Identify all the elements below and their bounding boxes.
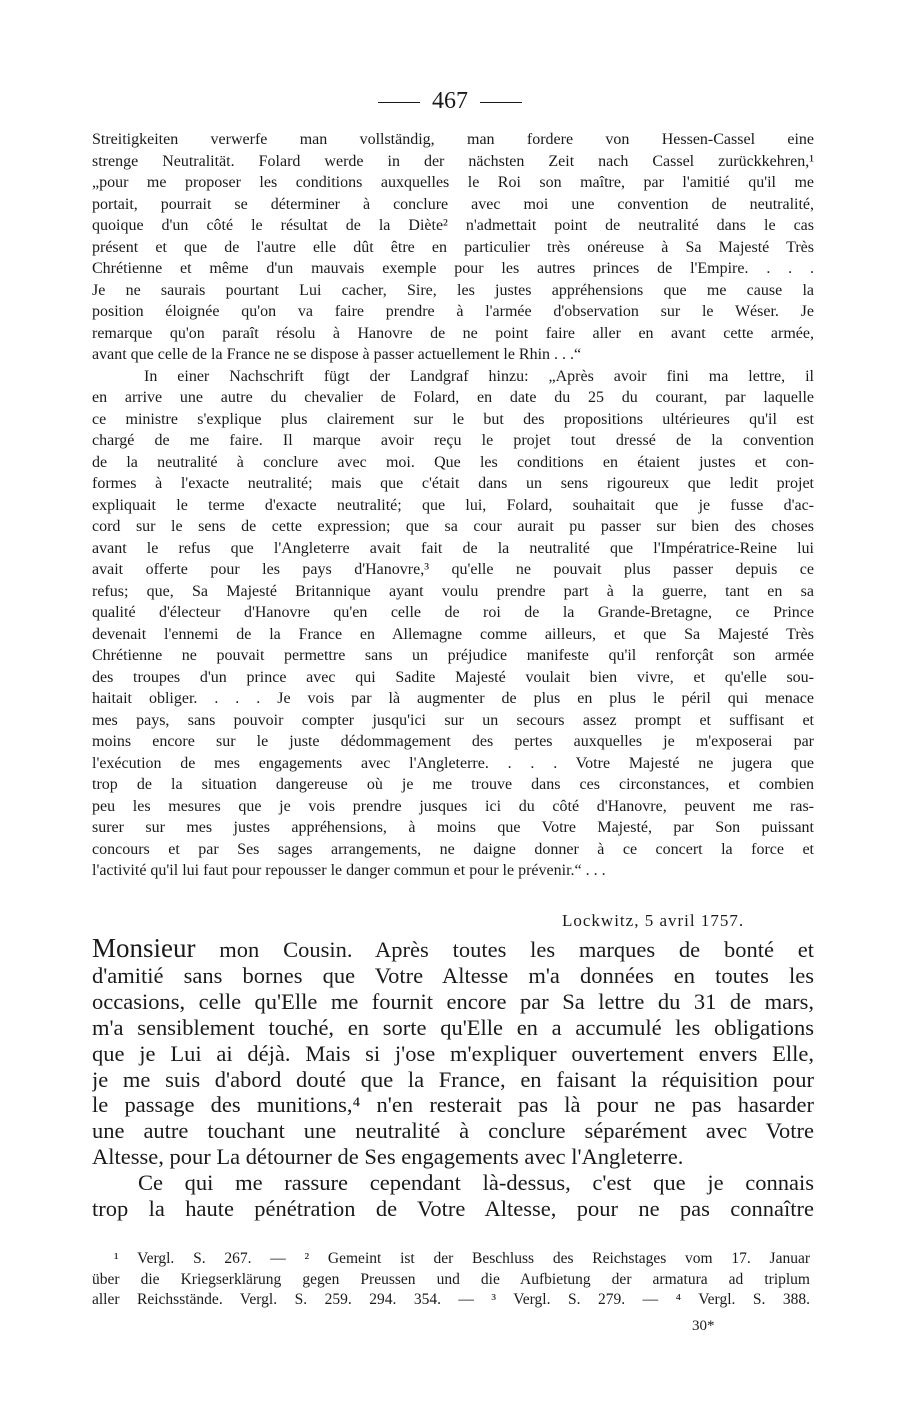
letter-body [92,936,814,1222]
text-line: ce ministre s'explique plus clairement sur le but des propositions ultérieures qu'il est [92,410,814,428]
opening-line-rest: mon Cousin. Après toutes les marques de bonté et [195,937,814,962]
text-line: d'amitié sans bornes que Votre Altesse m'a données en toutes les [92,962,814,988]
text-line: Ce qui me rassure cependant là-dessus, c'est que je connais [138,1170,814,1196]
text-line: „pour me proposer les conditions auxquelles le Roi son maître, par l'amitié qu'il me [92,174,814,191]
text-line: expliquait le terme d'exacte neutralité; que lui, Folard, souhaitait que je fusse d'ac- [92,496,814,514]
page-number: 467 [432,88,468,114]
letter-dateline: Lockwitz, 5 avril 1757. [562,911,745,930]
text-line: cord sur le sens de cette expression; que sa cour aurait pu passer sur bien des choses [92,518,814,535]
header-rule-right [480,102,522,103]
text-line: avant que celle de la France ne se dispose à passer actuellement le Rhin . . .“ [92,346,582,363]
text-line: trop la haute pénétration de Votre Altesse, pour ne pas connaître [92,1196,814,1222]
text-line: Chrétienne ne pouvait permettre sans un préjudice manifeste qu'il renforçât son armée [92,647,814,664]
quoted-letter-block [92,129,814,882]
text-line: l'activité qu'il lui faut pour repousser le danger commun et pour le prévenir.“ . . . [92,862,606,879]
text-line: mes pays, sans pouvoir compter jusqu'ici sur un secours assez prompt et suffisant et [92,711,814,729]
text-line: strenge Neutralität. Folard werde in der nächsten Zeit nach Cassel zurückkehren,¹ [92,152,814,170]
text-line: devenait l'ennemi de la France en Allemagne comme ailleurs, et que Sa Majesté Très [92,625,814,643]
text-line: une autre touchant une neutralité à conclure séparément avec Votre [92,1118,814,1144]
text-line: avant le refus que l'Angleterre avait fait de la neutralité que l'Impératrice-Reine lui [92,539,814,557]
text-line: m'a sensiblement touché, en sorte qu'Elle en a accumulé les obligations [92,1014,814,1040]
text-line: In einer Nachschrift fügt der Landgraf hinzu: „Après avoir fini ma lettre, il [144,367,814,385]
page-header [0,86,900,116]
text-line: trop de la situation dangereuse où je me trouve dans ces circonstances, et combien [92,776,814,793]
footnote-line: aller Reichsstände. Vergl. S. 259. 294. 354. — ³ Vergl. S. 279. — ⁴ Vergl. S. 388. [92,1291,810,1308]
text-line: refus; que, Sa Majesté Britannique ayant voulu prendre part à la guerre, tant en sa [92,582,814,600]
text-line: haitait obliger. . . . Je vois par là augmenter de plus en plus le péril qui menace [92,690,814,707]
text-line: des troupes d'un prince avec qui Sadite Majesté voulait bien vivre, et qu'elle sou- [92,668,814,686]
text-line: qualité d'électeur d'Hanovre qu'en celle de roi de la Grande-Bretagne, ce Prince [92,604,814,621]
opening-word: Monsieur [92,936,196,963]
text-line: Streitigkeiten verwerfe man vollständig, man fordere von Hessen-Cassel eine [92,131,814,148]
text-line: en arrive une autre du chevalier de Folard, en date du 25 du courant, par laquelle [92,389,814,406]
text-line: de la neutralité à conclure avec moi. Que les conditions en étaient justes et con- [92,453,814,471]
text-line: je me suis d'abord douté que la France, en faisant la réquisition pour [92,1066,814,1092]
header-rule-left [378,102,420,103]
text-line [92,936,814,963]
footnote-line: ¹ Vergl. S. 267. — ² Gemeint ist der Beschluss des Reichstages vom 17. Januar [114,1250,810,1267]
text-line: moins encore sur le juste dédommagement des pertes auxquelles je m'exposerai par [92,733,814,750]
text-line: Altesse, pour La détourner de Ses engagements avec l'Angleterre. [92,1144,684,1170]
text-line: position éloignée qu'on va faire prendre à l'armée d'observation sur le Wéser. Je [92,303,814,320]
text-line: peu les mesures que je vois prendre jusques ici du côté d'Hanovre, peuvent me ras- [92,797,814,815]
footnote-line: über die Kriegserklärung gegen Preussen und die Aufbietung der armatura ad triplum [92,1270,810,1288]
text-line: formes à l'exacte neutralité; mais que c'était dans un sens rigoureux que ledit projet [92,475,814,492]
text-line: Je ne saurais pourtant Lui cacher, Sire, les justes appréhensions que me cause la [92,281,814,299]
text-line: avait offerte pour les pays d'Hanovre,³ qu'elle ne pouvait plus passer depuis ce [92,561,814,578]
text-line: portait, pourrait se déterminer à conclure avec moi une convention de neutralité, [92,195,814,213]
text-line: chargé de me faire. Il marque avoir reçu le projet tout dressé de la convention [92,432,814,449]
text-line: occasions, celle qu'Elle me fournit encore par Sa lettre du 31 de mars, [92,988,814,1014]
footnotes [92,1249,810,1311]
text-line: présent et que de l'autre elle dût être en particulier très onéreuse à Sa Majesté Très [92,238,814,256]
text-line: le passage des munitions,⁴ n'en resterait pas là pour ne pas hasarder [92,1092,814,1118]
text-line: que je Lui ai déjà. Mais si j'ose m'expliquer ouvertement envers Elle, [92,1040,814,1066]
signature-mark: 30* [692,1318,715,1334]
text-line: quoique d'un côté le résultat de la Diète² n'admettait point de neutralité dans le cas [92,217,814,234]
text-line: Chrétienne et même d'un mauvais exemple pour les autres princes de l'Empire. . . . [92,260,814,277]
text-line: surer sur mes justes appréhensions, à moins que Votre Majesté, par Son puissant [92,819,814,836]
text-line: l'exécution de mes engagements avec l'Angleterre. . . . Votre Majesté ne jugera que [92,754,814,772]
text-line: remarque qu'on paraît résolu à Hanovre de ne point faire aller en avant cette armée, [92,324,814,342]
text-line: concours et par Ses sages arrangements, ne daigne donner à ce concert la force et [92,840,814,858]
